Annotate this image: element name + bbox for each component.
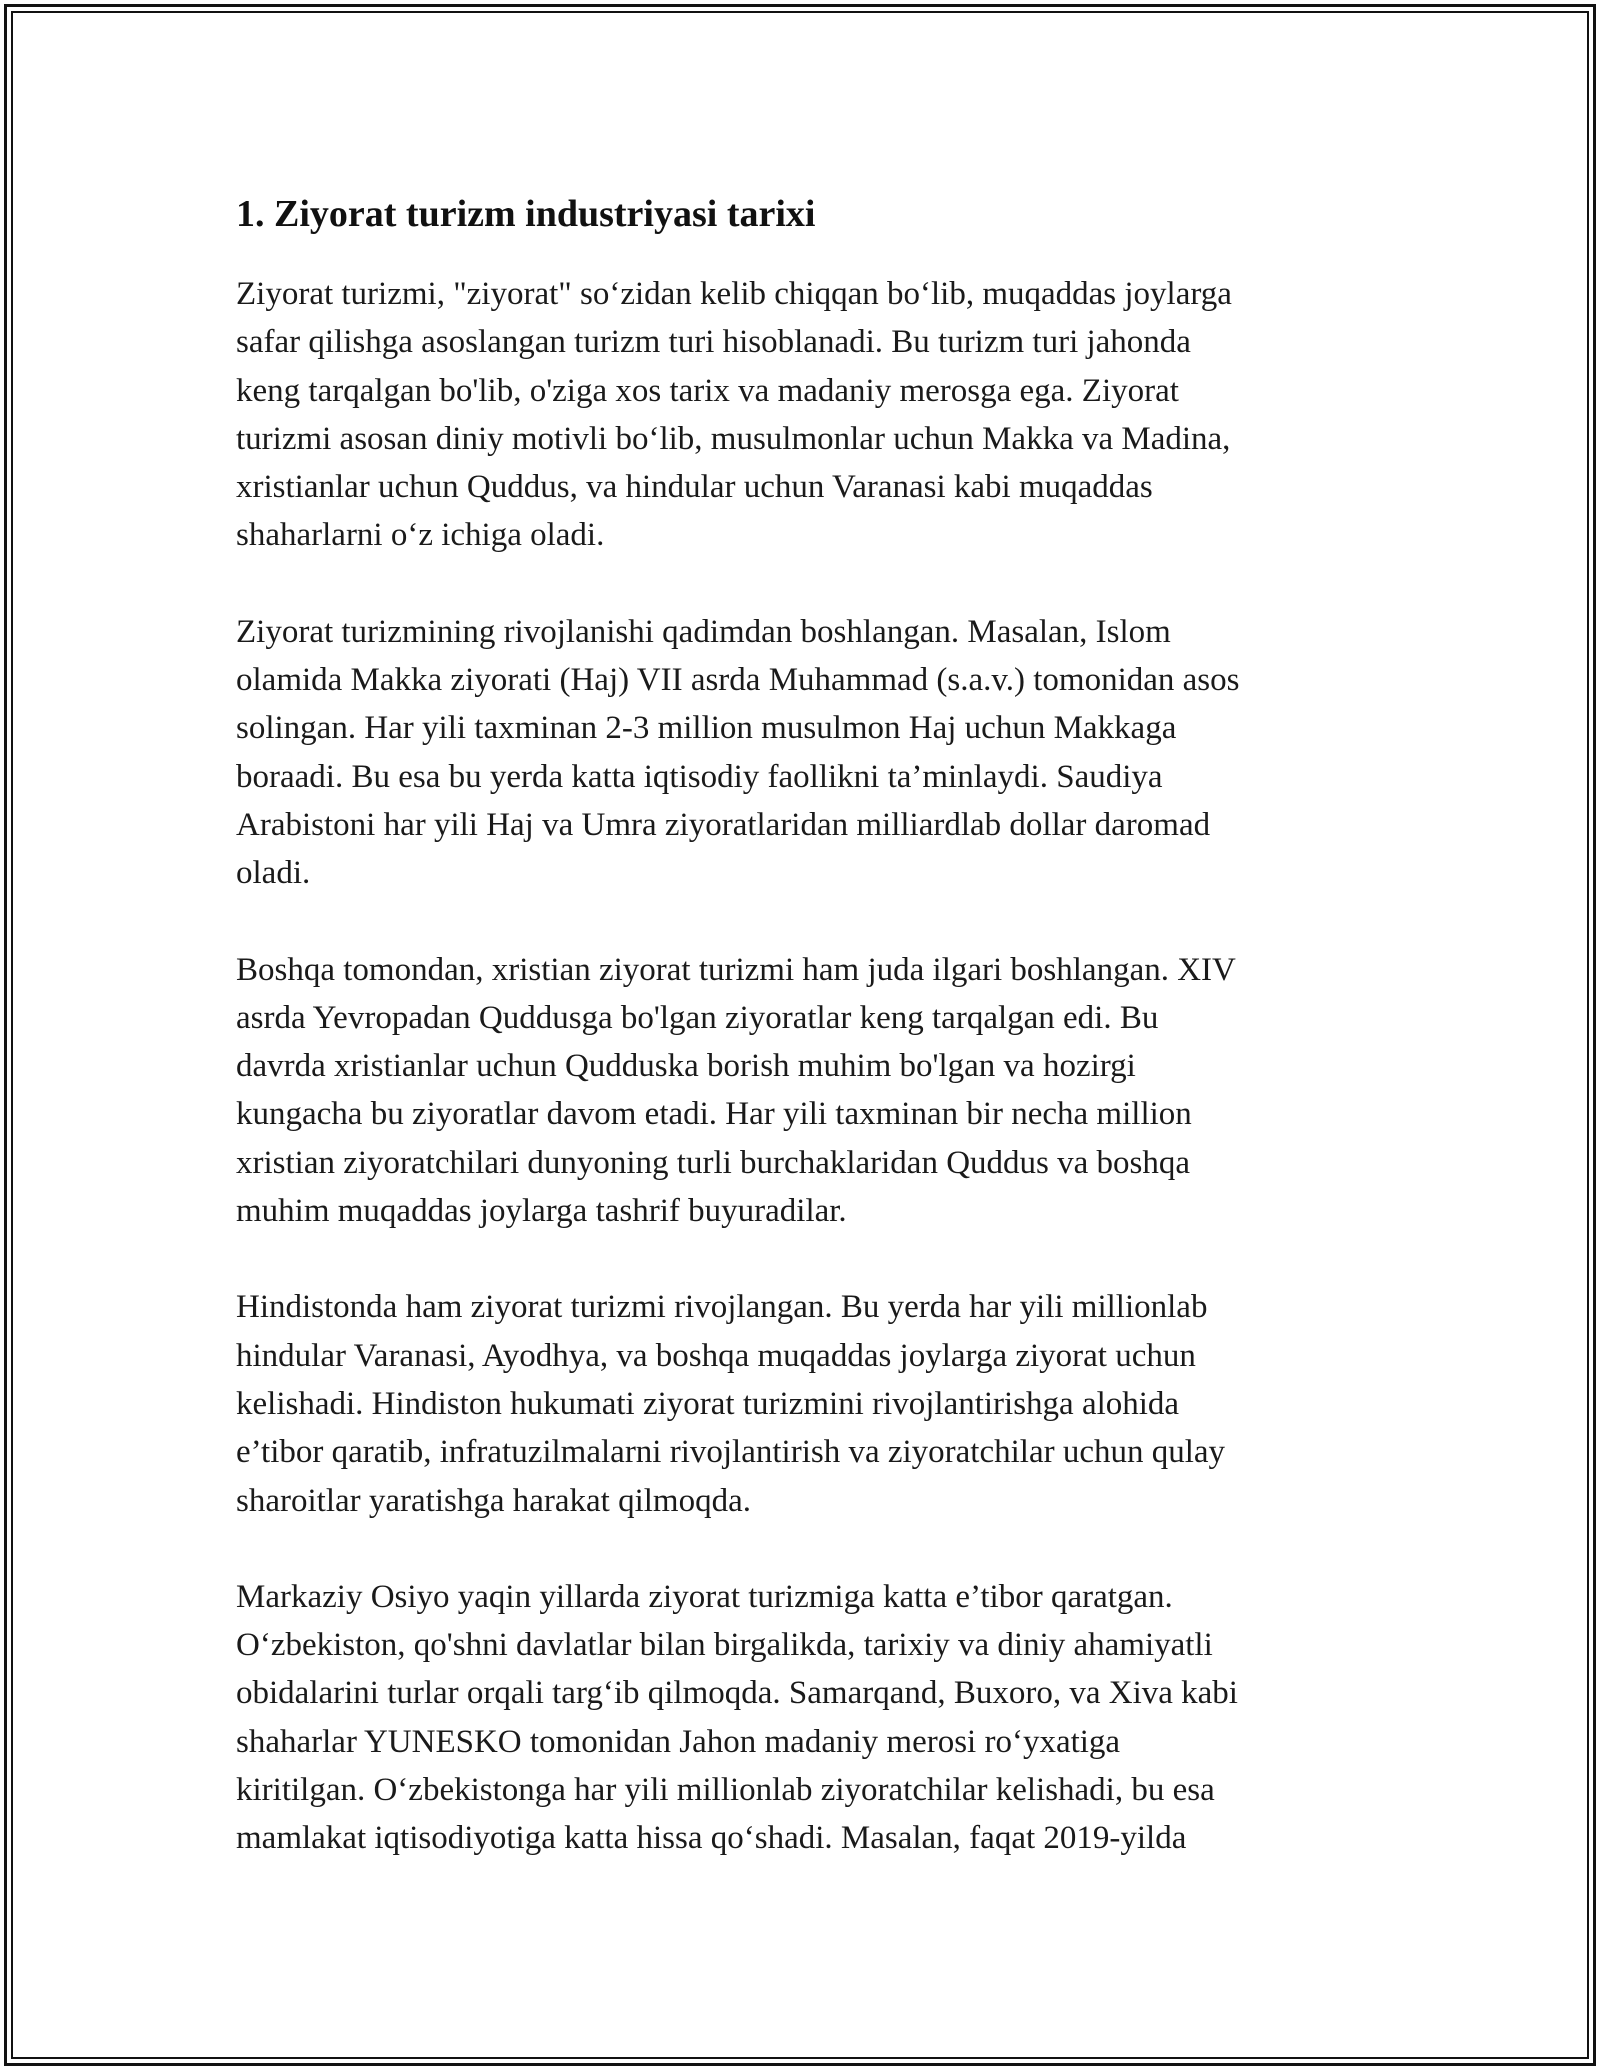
text-line: obidalarini turlar orqali targ‘ib qilmoqda. Samarqand, Buxoro, va Xiva kabi: [236, 1675, 1238, 1712]
text-line: Hindistonda ham ziyorat turizmi rivojlangan. Bu yerda har yili millionlab: [236, 1289, 1208, 1326]
text-line: Arabistoni har yili Haj va Umra ziyoratlaridan milliardlab dollar daromad: [236, 806, 1211, 843]
text-line: solingan. Har yili taxminan 2-3 million musulmon Haj uchun Makkaga: [236, 710, 1177, 747]
text-line: xristianlar uchun Quddus, va hindular uchun Varanasi kabi muqaddas: [236, 469, 1153, 506]
paragraph-3: [236, 946, 1366, 1236]
paragraph-5: [236, 1573, 1366, 1863]
text-line: mamlakat iqtisodiyotiga katta hissa qo‘shadi. Masalan, faqat 2019-yilda: [236, 1820, 1187, 1857]
text-line: olamida Makka ziyorati (Haj) VII asrda Muhammad (s.a.v.) tomonidan asos: [236, 662, 1240, 699]
text-line: oladi.: [236, 855, 311, 892]
text-line: Ziyorat turizmining rivojlanishi qadimdan boshlangan. Masalan, Islom: [236, 613, 1171, 650]
text-line: shaharlarni o‘z ichiga oladi.: [236, 517, 605, 554]
text-line: kiritilgan. O‘zbekistonga har yili millionlab ziyoratchilar kelishadi, bu esa: [236, 1772, 1215, 1809]
text-line: kungacha bu ziyoratlar davom etadi. Har yili taxminan bir necha million: [236, 1096, 1192, 1133]
text-line: e’tibor qaratib, infratuzilmalarni rivojlantirish va ziyoratchilar uchun qulay: [236, 1434, 1226, 1471]
text-line: muhim muqaddas joylarga tashrif buyuradilar.: [236, 1193, 847, 1230]
text-line: davrda xristianlar uchun Qudduska borish muhim bo'lgan va hozirgi: [236, 1048, 1136, 1085]
text-line: Ziyorat turizmi, "ziyorat" so‘zidan kelib chiqqan bo‘lib, muqaddas joylarga: [236, 276, 1232, 312]
text-line: xristian ziyoratchilari dunyoning turli burchaklaridan Quddus va boshqa: [236, 1144, 1191, 1181]
text-line: shaharlar YUNESKO tomonidan Jahon madaniy merosi ro‘yxatiga: [236, 1723, 1121, 1760]
paragraph-4: [236, 1283, 1366, 1524]
paragraph-2: [236, 608, 1366, 898]
text-line: Markaziy Osiyo yaqin yillarda ziyorat turizmiga katta e’tibor qaratgan.: [236, 1578, 1173, 1615]
text-line: turizmi asosan diniy motivli bo‘lib, musulmonlar uchun Makka va Madina,: [236, 420, 1231, 457]
paragraph-1: [236, 270, 1366, 560]
text-line: keng tarqalgan bo'lib, o'ziga xos tarix va madaniy merosga ega. Ziyorat: [236, 372, 1179, 409]
text-line: boraadi. Bu esa bu yerda katta iqtisodiy faollikni ta’minlaydi. Saudiya: [236, 758, 1163, 795]
text-line: hindular Varanasi, Ayodhya, va boshqa muqaddas joylarga ziyorat uchun: [236, 1337, 1196, 1374]
text-line: kelishadi. Hindiston hukumati ziyorat turizmini rivojlantirishga alohida: [236, 1385, 1180, 1422]
text-line: sharoitlar yaratishga harakat qilmoqda.: [236, 1482, 751, 1519]
document-body: [236, 186, 1366, 1911]
text-line: safar qilishga asoslangan turizm turi hisoblanadi. Bu turizm turi jahonda: [236, 324, 1191, 361]
text-line: Boshqa tomondan, xristian ziyorat turizmi ham juda ilgari boshlangan. XIV: [236, 951, 1236, 988]
text-line: O‘zbekiston, qo'shni davlatlar bilan birgalikda, tarixiy va diniy ahamiyatli: [236, 1627, 1213, 1664]
section-heading: 1. Ziyorat turizm industriyasi tarixi: [236, 193, 816, 235]
text-line: asrda Yevropadan Quddusga bo'lgan ziyoratlar keng tarqalgan edi. Bu: [236, 999, 1159, 1036]
